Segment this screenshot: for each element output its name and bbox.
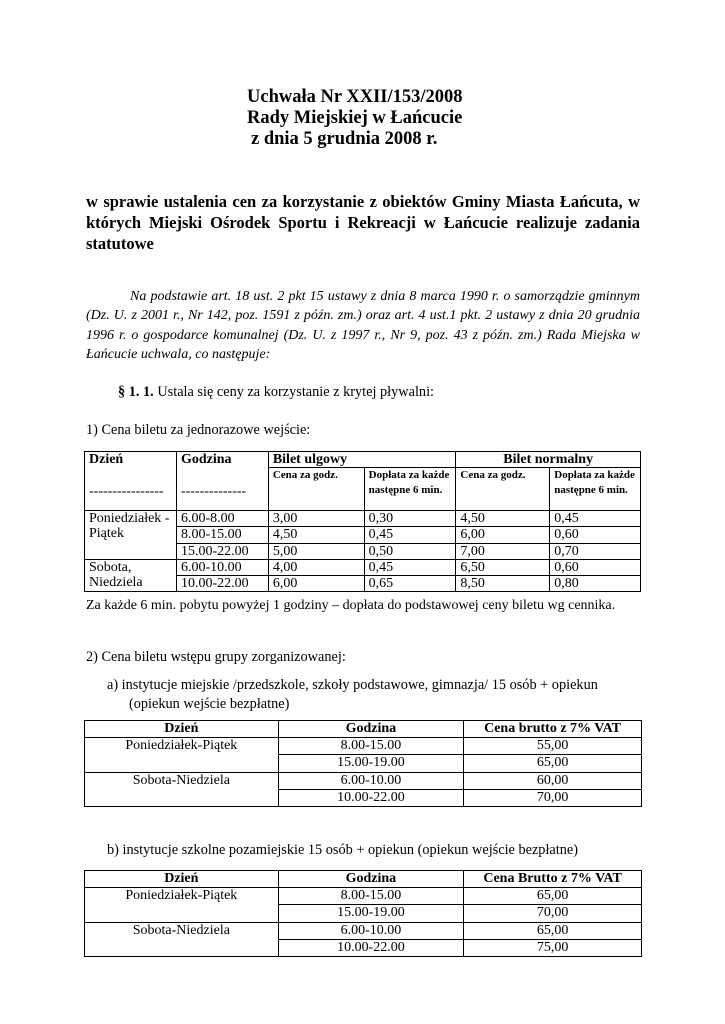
header-hour: Godzina (278, 871, 463, 888)
price-cell: 65,00 (464, 922, 642, 939)
title-line-date: z dnia 5 grudnia 2008 r. (251, 129, 438, 149)
hour-cell: 10.00-22.00 (176, 576, 268, 592)
point-2a-line-2: (opiekun wejście bezpłatne) (129, 696, 290, 712)
header-normal-ticket: Bilet normalny (456, 452, 641, 468)
header-day: Dzień (85, 721, 279, 738)
hour-cell: 15.00-22.00 (176, 543, 268, 559)
reduced-extra-cell: 0,30 (364, 511, 456, 527)
hour-cell: 15.00-19.00 (278, 755, 463, 772)
reduced-extra-cell: 0,65 (364, 576, 456, 592)
table-header-row (85, 452, 641, 468)
resolution-subject: w sprawie ustalenia cen za korzystanie z obiektów Gminy Miasta Łańcuta, w których Miejski Ośrodek Sportu i Rekreacji w Łańcucie realizuje zadania statutowe (86, 192, 640, 253)
header-price: Cena Brutto z 7% VAT (464, 871, 642, 888)
header-day-cell (85, 452, 177, 511)
table-row (85, 772, 642, 789)
legal-basis: Na podstawie art. 18 ust. 2 pkt 15 ustawy z dnia 8 marca 1990 r. o samorządzie gminnym (Dz. U. z 2001 r., Nr 142, poz. 1591 z późn. zm.) oraz art. 4 ust.1 pkt. 2 ustawy z dnia 20 grudnia 1996 r. o gospodarce komunalnej (Dz. U. z 1997 r., Nr 9, poz. 43 z późn. zm.) Rada Miejska w Łańcucie uchwala, co następuje: (86, 289, 640, 362)
table-row (85, 922, 642, 939)
header-hour: Godzina (278, 721, 463, 738)
reduced-extra-cell: 0,45 (364, 559, 456, 575)
header-day-dashes: ---------------- (89, 484, 164, 499)
normal-extra-cell: 0,60 (550, 527, 641, 543)
hour-cell: 8.00-15.00 (176, 527, 268, 543)
point-1-heading: 1) Cena biletu za jednorazowe wejście: (86, 422, 311, 438)
normal-extra-cell: 0,70 (550, 543, 641, 559)
price-cell: 65,00 (464, 755, 642, 772)
normal-extra-cell: 0,60 (550, 559, 641, 575)
table-header-row (85, 721, 642, 738)
day-cell: Sobota, Niedziela (85, 559, 177, 591)
reduced-extra-cell: 0,50 (364, 543, 456, 559)
single-entry-price-table (84, 451, 641, 592)
reduced-extra-cell: 0,45 (364, 527, 456, 543)
table-row (85, 559, 641, 575)
header-day: Dzień (85, 871, 279, 888)
point-2a-line-1: a) instytucje miejskie /przedszkole, szkoły podstawowe, gimnazja/ 15 osób + opiekun (107, 677, 598, 693)
hour-cell: 6.00-10.00 (176, 559, 268, 575)
surcharge-note: Za każde 6 min. pobytu powyżej 1 godziny – dopłata do podstawowej ceny biletu wg cennika. (86, 598, 616, 613)
day-cell: Poniedziałek-Piątek (85, 888, 279, 922)
point-2-heading: 2) Cena biletu wstępu grupy zorganizowanej: (86, 649, 346, 665)
price-cell: 70,00 (464, 905, 642, 922)
price-cell: 70,00 (464, 789, 642, 806)
hour-cell: 6.00-10.00 (278, 772, 463, 789)
reduced-price-cell: 6,00 (268, 576, 364, 592)
day-cell: Sobota-Niedziela (85, 772, 279, 806)
hour-cell: 8.00-15.00 (278, 888, 463, 905)
sub-normal-extra: Dopłata za każde następne 6 min. (550, 468, 641, 511)
hour-cell: 8.00-15.00 (278, 738, 463, 755)
table-header-row (85, 871, 642, 888)
day-cell: Poniedziałek-Piątek (85, 738, 279, 772)
header-hour: Godzina (180, 452, 232, 467)
sub-normal-price: Cena za godz. (456, 468, 550, 511)
day-cell: Sobota-Niedziela (85, 922, 279, 956)
price-cell: 55,00 (464, 738, 642, 755)
normal-price-cell: 8,50 (456, 576, 550, 592)
point-2b-heading: b) instytucje szkolne pozamiejskie 15 osób + opiekun (opiekun wejście bezpłatne) (107, 842, 578, 858)
out-of-town-schools-price-table (84, 870, 642, 957)
hour-cell: 10.00-22.00 (278, 789, 463, 806)
hour-cell: 6.00-8.00 (176, 511, 268, 527)
hour-cell: 6.00-10.00 (278, 922, 463, 939)
sub-reduced-extra: Dopłata za każde następne 6 min. (364, 468, 456, 511)
section-text: Ustala się ceny za korzystanie z krytej pływalni: (157, 384, 435, 400)
table-row (85, 888, 642, 905)
header-reduced-ticket: Bilet ulgowy (268, 452, 456, 468)
reduced-price-cell: 3,00 (268, 511, 364, 527)
normal-price-cell: 6,50 (456, 559, 550, 575)
section-marker: § 1. 1. (118, 384, 154, 400)
header-price: Cena brutto z 7% VAT (464, 721, 642, 738)
hour-cell: 15.00-19.00 (278, 905, 463, 922)
table-row (85, 738, 642, 755)
header-hour-cell (176, 452, 268, 511)
normal-price-cell: 7,00 (456, 543, 550, 559)
price-cell: 75,00 (464, 939, 642, 956)
reduced-price-cell: 4,50 (268, 527, 364, 543)
day-cell: Poniedziałek - Piątek (85, 511, 177, 560)
hour-cell: 10.00-22.00 (278, 939, 463, 956)
normal-price-cell: 4,50 (456, 511, 550, 527)
normal-price-cell: 6,00 (456, 527, 550, 543)
normal-extra-cell: 0,45 (550, 511, 641, 527)
title-line-council: Rady Miejskiej w Łańcucie (247, 108, 463, 128)
table-row (85, 511, 641, 527)
normal-extra-cell: 0,80 (550, 576, 641, 592)
reduced-price-cell: 4,00 (268, 559, 364, 575)
price-cell: 60,00 (464, 772, 642, 789)
price-cell: 65,00 (464, 888, 642, 905)
header-day: Dzień (89, 452, 124, 467)
resolution-title (247, 87, 463, 150)
title-line-number: Uchwała Nr XXII/153/2008 (247, 87, 463, 107)
city-institutions-price-table (84, 720, 642, 807)
section-1-paragraph (118, 384, 434, 401)
sub-reduced-price: Cena za godz. (268, 468, 364, 511)
header-hour-dashes: -------------- (180, 484, 247, 499)
reduced-price-cell: 5,00 (268, 543, 364, 559)
